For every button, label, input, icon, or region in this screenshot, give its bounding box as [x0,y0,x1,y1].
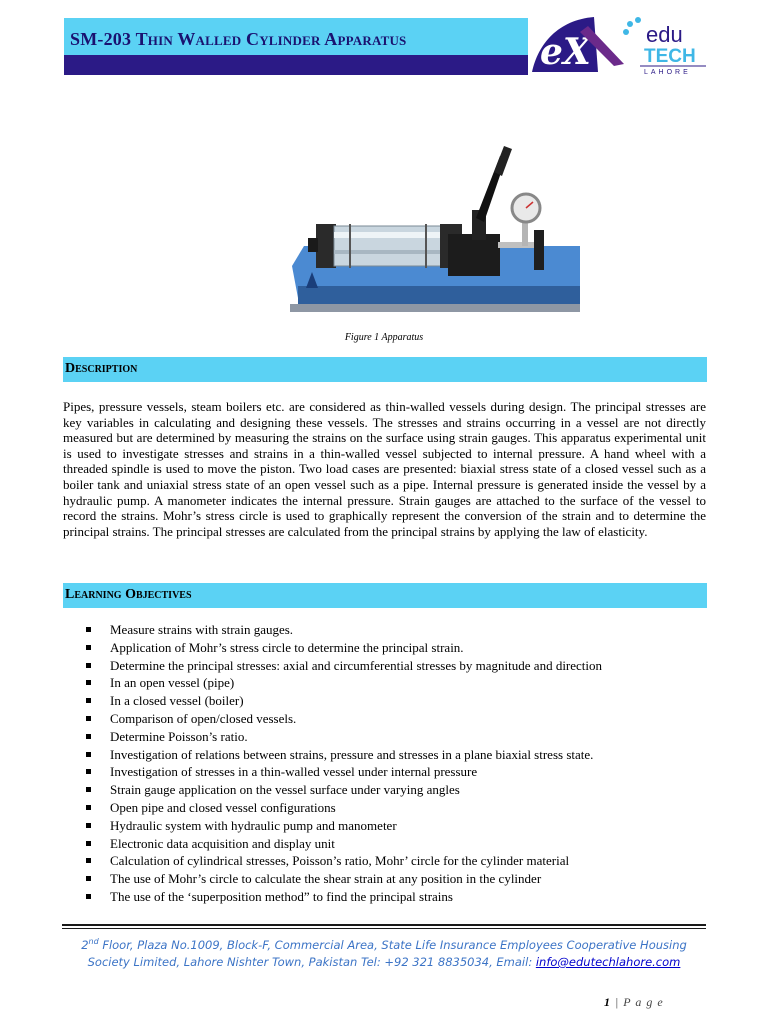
bullet-icon [86,876,91,881]
apparatus-image [290,146,580,324]
bullet-icon [86,716,91,721]
address-line-1: 2nd Floor, Plaza No.1009, Block-F, Commercial Area, State Life Insurance Employees Cooperative Housing [81,937,687,952]
bullet-icon [86,645,91,650]
list-item: Open pipe and closed vessel configurations [86,799,602,817]
bullet-icon [86,823,91,828]
section-title: Description [65,361,138,376]
list-item: Electronic data acquisition and display unit [86,835,602,853]
list-item: Investigation of relations between strains, pressure and stresses in a plane biaxial stress state. [86,746,602,764]
list-item: Comparison of open/closed vessels. [86,710,602,728]
section-title: Learning Objectives [65,587,192,602]
bullet-icon [86,680,91,685]
page-number: 1 | P a g e [604,995,664,1009]
bullet-icon [86,734,91,739]
bullet-icon [86,805,91,810]
footer-rule [62,928,706,929]
list-item: Application of Mohr’s stress circle to determine the principal strain. [86,639,602,657]
objectives-list [86,621,602,906]
footer-address [62,933,706,971]
bullet-icon [86,787,91,792]
email-link[interactable]: info@edutechlahore.com [535,954,681,969]
section-header-objectives [63,583,707,608]
list-item: In a closed vessel (boiler) [86,692,602,710]
description-paragraph: Pipes, pressure vessels, steam boilers etc. are considered as thin-walled vessels during design. The principal stresses are key variables in calculating and designing these vessels. The stresses and strains occurring in a vessel are not directly measured but are determined by measuring the strains on the surface using strain gauges. This apparatus experimental unit is used to investigate stresses and strains in a thin-walled vessel subjected to internal pressure. A hand wheel with a threaded spindle is used to move the piston. Two load cases are presented: biaxial stress state of a closed vessel such as a boiler tank and uniaxial stress state of an open vessel such as a pipe. Internal pressure is generated inside the vessel by a hydraulic pump. A manometer indicates the internal pressure. Strain gauges are attached to the surface of the vessel to record the strains. Mohr’s stress circle is used to graphically represent the conversion of the strain and to determine the principal strains. The principal stresses are calculated from the principal strains by applying the law of elasticity. [63,399,706,539]
list-item: Calculation of cylindrical stresses, Poisson’s ratio, Mohr’ circle for the cylinder material [86,852,602,870]
bullet-icon [86,858,91,863]
list-item: Determine the principal stresses: axial and circumferential stresses by magnitude and direction [86,657,602,675]
bullet-icon [86,752,91,757]
footer-rule [62,924,706,926]
product-title: Thin Walled Cylinder Apparatus [135,29,407,49]
product-code: SM-203 [70,29,132,49]
logo-tech: TECH [644,46,696,67]
list-item: Strain gauge application on the vessel surface under varying angles [86,781,602,799]
bullet-icon [86,663,91,668]
figure-caption: Figure 1 Apparatus [344,332,424,343]
list-item: Investigation of stresses in a thin-walled vessel under internal pressure [86,763,602,781]
logo-lahore: LAHORE [644,69,691,76]
logo-edu: edu [646,22,683,47]
bullet-icon [86,841,91,846]
bullet-icon [86,769,91,774]
bullet-icon [86,627,91,632]
document-title [70,29,406,50]
list-item: Measure strains with strain gauges. [86,621,602,639]
list-item: The use of the ‘superposition method” to find the principal strains [86,888,602,906]
logo-mark: eX [540,31,591,73]
bullet-icon [86,698,91,703]
list-item: Hydraulic system with hydraulic pump and manometer [86,817,602,835]
bullet-icon [86,894,91,899]
list-item: In an open vessel (pipe) [86,674,602,692]
address-line-2: Society Limited, Lahore Nishter Town, Pakistan Tel: +92 321 8835034, Email: info@edutechlahore.com [87,954,681,969]
edutech-logo [528,14,708,76]
section-header-description [63,357,707,382]
list-item: The use of Mohr’s circle to calculate the shear strain at any position in the cylinder [86,870,602,888]
list-item: Determine Poisson’s ratio. [86,728,602,746]
